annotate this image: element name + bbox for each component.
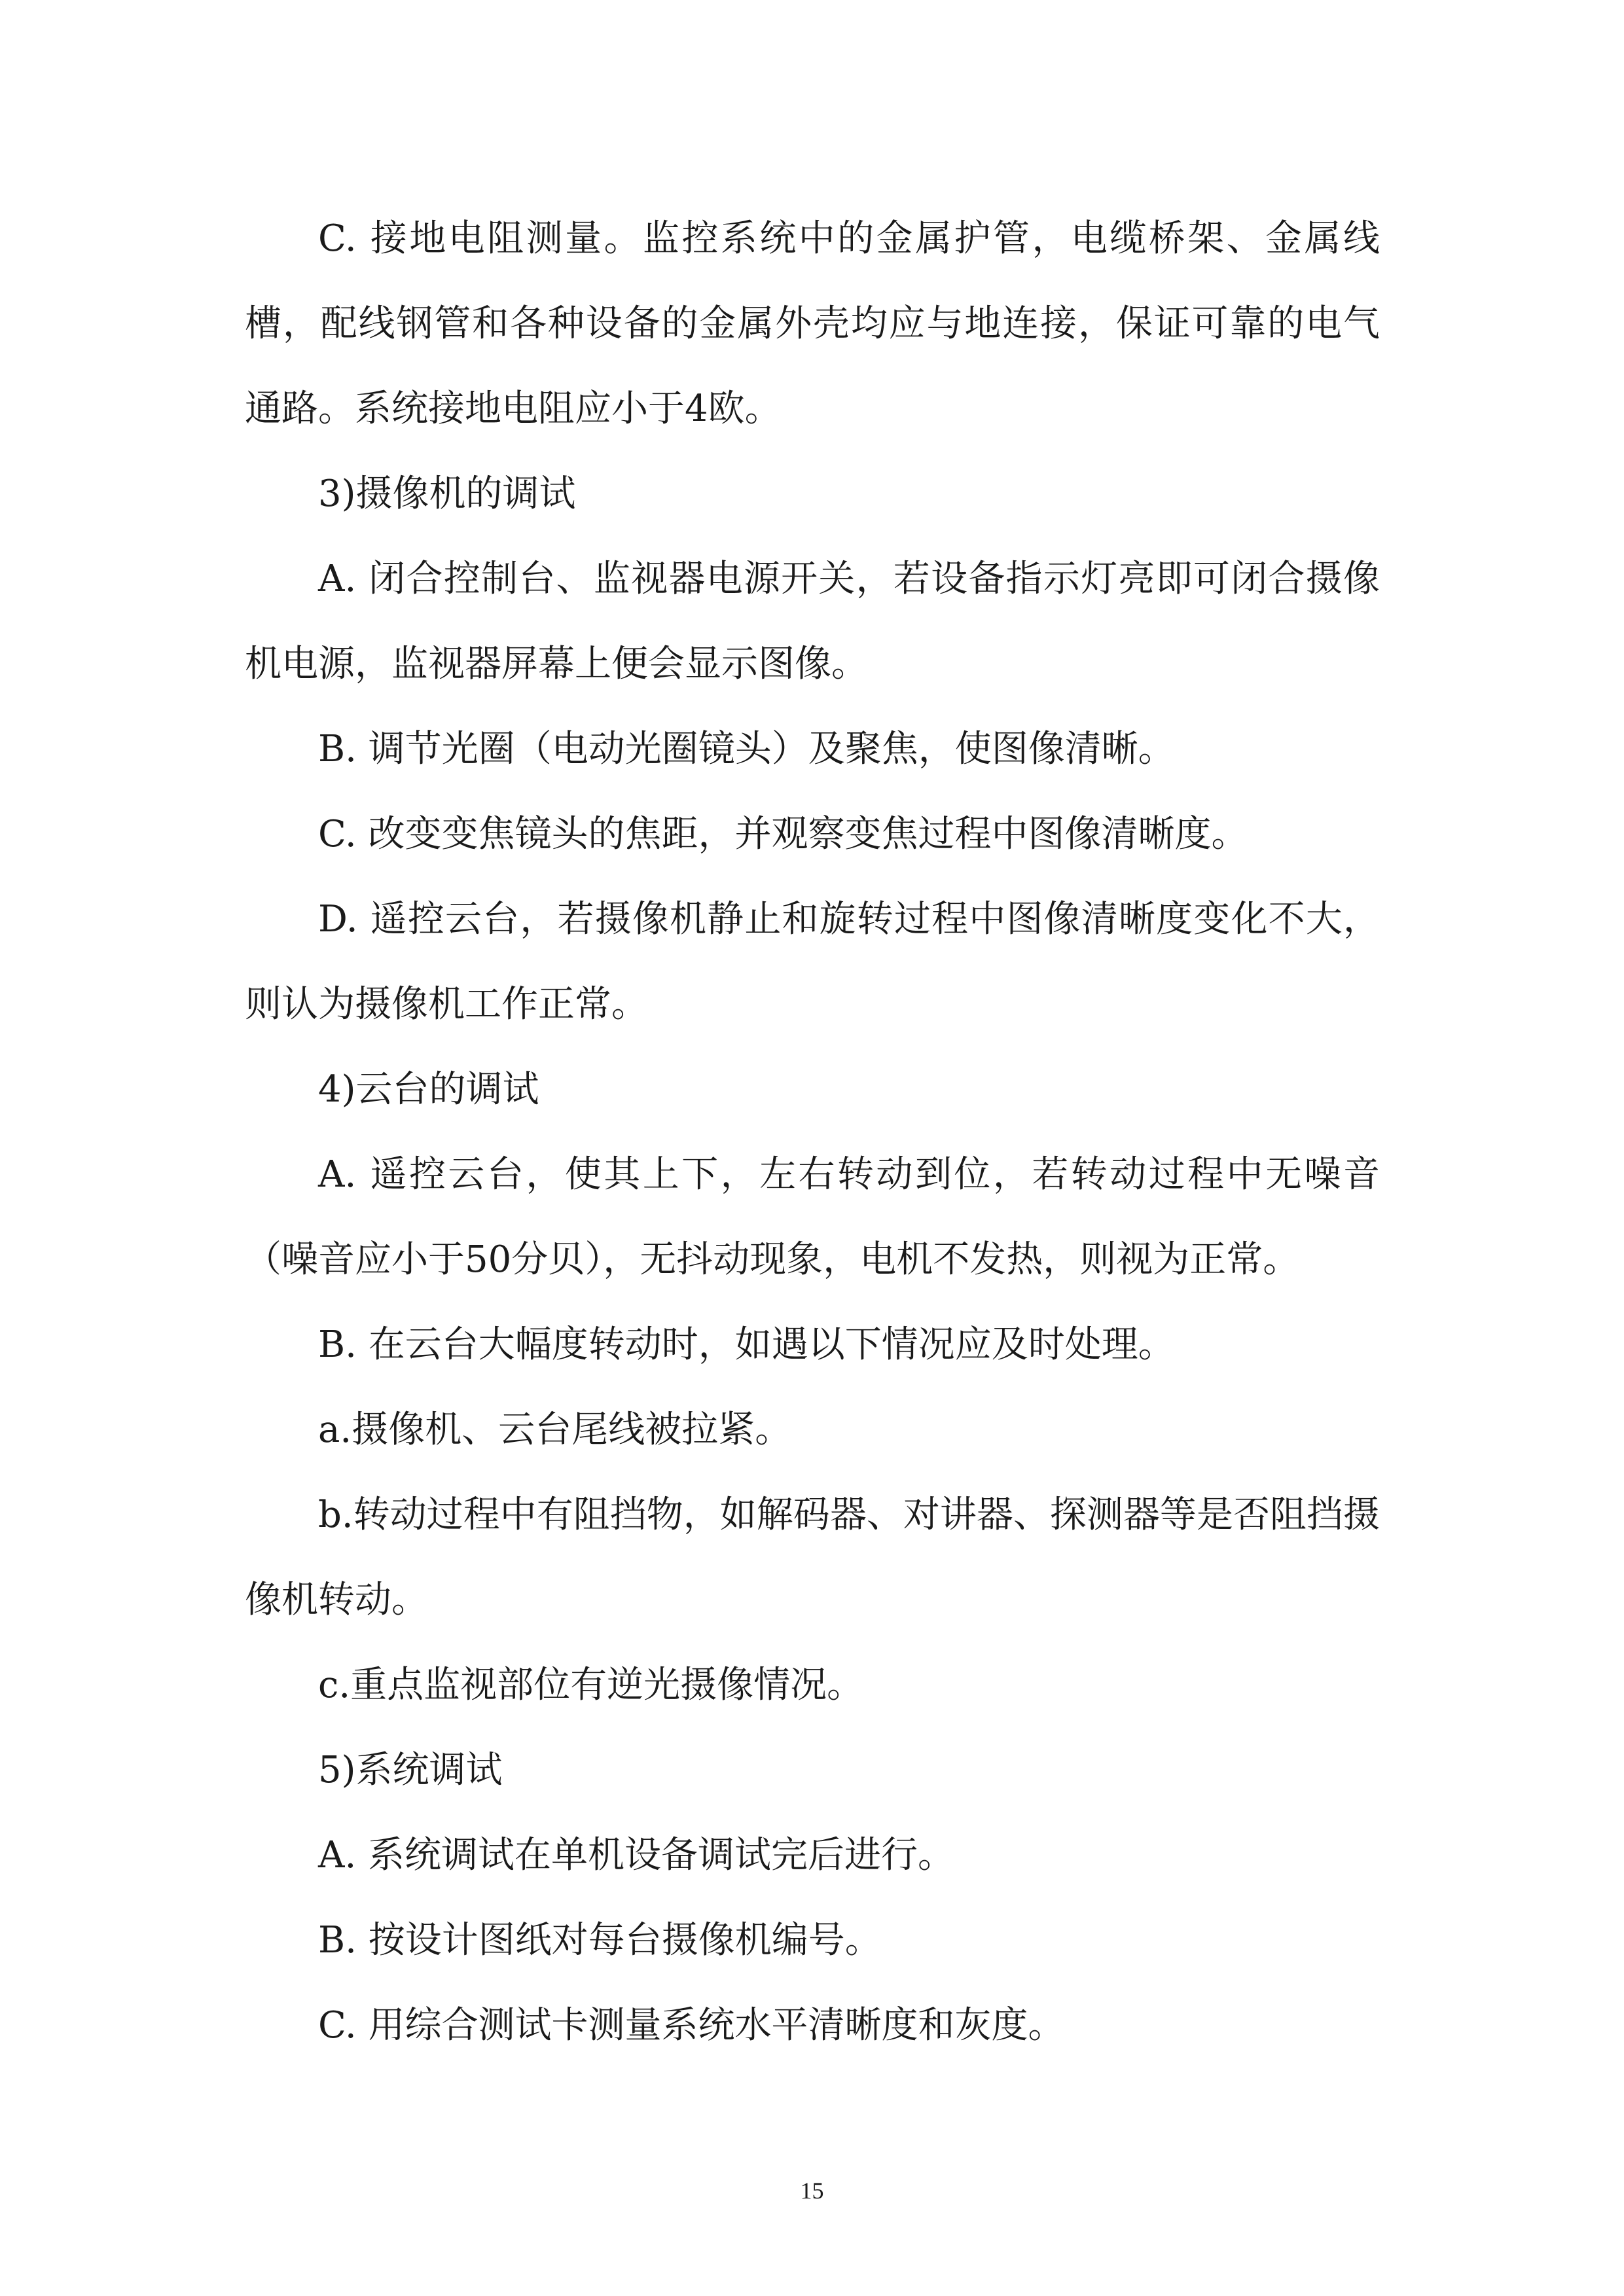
paragraph-system-b: B. 按设计图纸对每台摄像机编号。 — [318, 1919, 882, 1962]
list-item-b: b.转动过程中有阻挡物，如解码器、对讲器、探测器等是否阻挡摄像机转动。 — [245, 1494, 1380, 1621]
paragraph-pan-tilt-b: B. 在云台大幅度转动时，如遇以下情况应及时处理。 — [318, 1323, 1175, 1366]
paragraph-pan-tilt-a: A. 遥控云台，使其上下，左右转动到位，若转动过程中无噪音（噪音应小于50分贝），无抖动现象，电机不发热，则视为正常。 — [245, 1153, 1380, 1281]
paragraph-camera-d: D. 遥控云台，若摄像机静止和旋转过程中图像清晰度变化不大，则认为摄像机工作正常。 — [245, 898, 1380, 1026]
document-body — [245, 196, 1380, 2068]
paragraph-camera-b: B. 调节光圈（电动光圈镜头）及聚焦，使图像清晰。 — [318, 728, 1175, 770]
paragraph-grounding-resistance: C. 接地电阻测量。监控系统中的金属护管，电缆桥架、金属线槽，配线钢管和各种设备的金属外壳均应与地连接，保证可靠的电气通路。系统接地电阻应小于4欧。 — [245, 217, 1380, 430]
heading-camera-debugging: 3)摄像机的调试 — [318, 473, 576, 515]
page-number: 15 — [800, 2178, 824, 2204]
paragraph-camera-a: A. 闭合控制台、监视器电源开关，若设备指示灯亮即可闭合摄像机电源，监视器屏幕上便会显示图像。 — [245, 558, 1380, 685]
heading-pan-tilt-debugging: 4)云台的调试 — [318, 1068, 539, 1111]
list-item-c: c.重点监视部位有逆光摄像情况。 — [318, 1664, 864, 1706]
list-item-a: a.摄像机、云台尾线被拉紧。 — [318, 1408, 792, 1451]
heading-system-debugging: 5)系统调试 — [318, 1749, 503, 1791]
paragraph-camera-c: C. 改变变焦镜头的焦距，并观察变焦过程中图像清晰度。 — [318, 813, 1248, 855]
paragraph-system-a: A. 系统调试在单机设备调试完后进行。 — [318, 1834, 955, 1876]
paragraph-system-c: C. 用综合测试卡测量系统水平清晰度和灰度。 — [318, 2004, 1065, 2047]
